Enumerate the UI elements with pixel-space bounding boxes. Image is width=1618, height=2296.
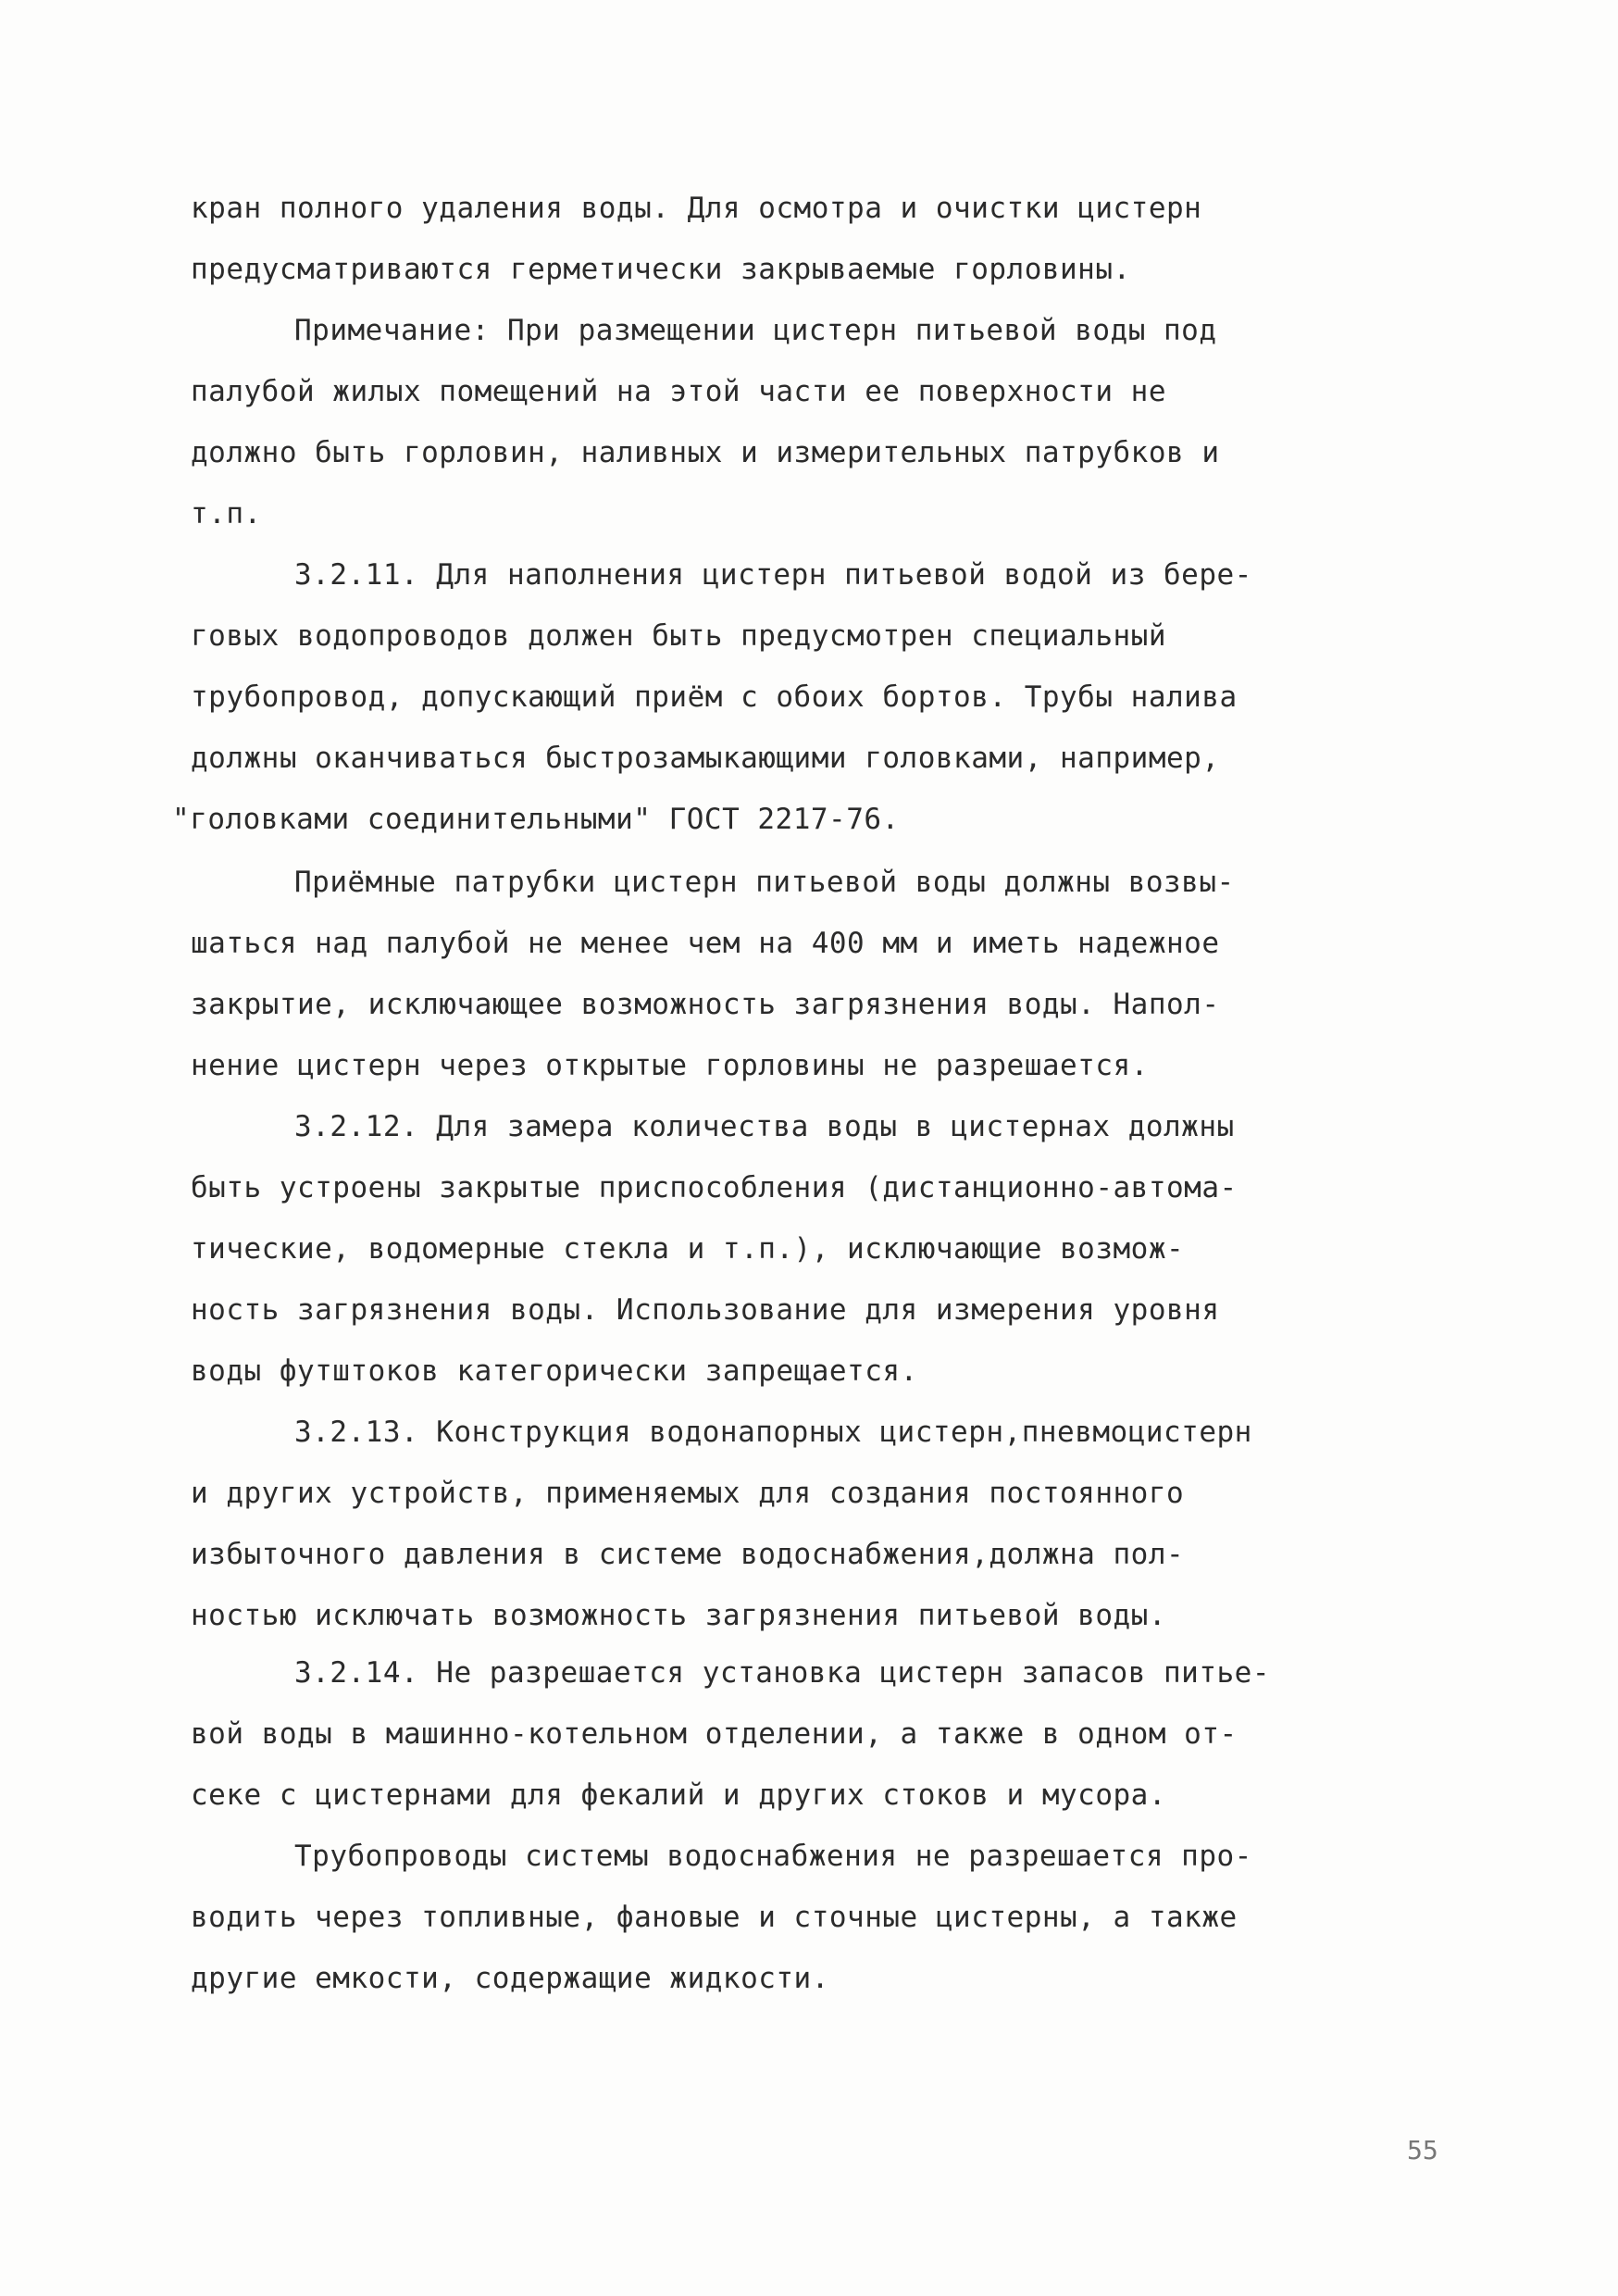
page-number: 55	[1407, 2135, 1438, 2165]
text-line: предусматриваются герметически закрываемые горловины.	[191, 253, 1131, 286]
text-line: и других устройств, применяемых для создания постоянного	[191, 1477, 1185, 1510]
text-line: т.п.	[191, 497, 262, 530]
text-line: Трубопроводы системы водоснабжения не разрешается про-	[294, 1840, 1252, 1873]
text-line: 3.2.13. Конструкция водонапорных цистерн,пневмоцистерн	[294, 1416, 1252, 1449]
text-line: 3.2.11. Для наполнения цистерн питьевой водой из бере-	[294, 558, 1252, 592]
text-line: говых водопроводов должен быть предусмотрен специальный	[191, 619, 1166, 653]
text-line: воды футштоков категорически запрещается.	[191, 1354, 918, 1388]
text-line: закрытие, исключающее возможность загрязнения воды. Напол-	[191, 988, 1220, 1021]
text-line: "головками соединительными" ГОСТ 2217-76.	[172, 803, 900, 836]
text-line: кран полного удаления воды. Для осмотра и очистки цистерн	[191, 192, 1202, 225]
text-line: должно быть горловин, наливных и измерительных патрубков и	[191, 436, 1220, 469]
text-line: ность загрязнения воды. Использование для измерения уровня	[191, 1293, 1220, 1327]
text-line: ностью исключать возможность загрязнения питьевой воды.	[191, 1599, 1166, 1632]
text-line: шаться над палубой не менее чем на 400 мм и иметь надежное	[191, 927, 1220, 960]
text-line: секе с цистернами для фекалий и других стоков и мусора.	[191, 1778, 1166, 1812]
text-line: быть устроены закрытые приспособления (дистанционно-автома-	[191, 1171, 1238, 1204]
text-line: нение цистерн через открытые горловины не разрешается.	[191, 1049, 1149, 1082]
text-line: тические, водомерные стекла и т.п.), исключающие возмож-	[191, 1232, 1185, 1266]
text-line: Приёмные патрубки цистерн питьевой воды должны возвы-	[294, 866, 1235, 899]
text-line: избыточного давления в системе водоснабжения,должна пол-	[191, 1538, 1185, 1571]
text-line: 3.2.14. Не разрешается установка цистерн запасов питье-	[294, 1656, 1270, 1690]
text-line: Примечание: При размещении цистерн питьевой воды под	[294, 314, 1217, 347]
text-line: палубой жилых помещений на этой части ее поверхности не	[191, 375, 1166, 408]
text-line: трубопровод, допускающий приём с обоих бортов. Трубы налива	[191, 680, 1238, 714]
text-line: вой воды в машинно-котельном отделении, а также в одном от-	[191, 1717, 1238, 1751]
text-line: должны оканчиваться быстрозамыкающими головками, например,	[191, 742, 1220, 775]
text-line: 3.2.12. Для замера количества воды в цистернах должны	[294, 1110, 1235, 1143]
text-line: водить через топливные, фановые и сточные цистерны, а также	[191, 1901, 1238, 1934]
text-line: другие емкости, содержащие жидкости.	[191, 1962, 829, 1995]
